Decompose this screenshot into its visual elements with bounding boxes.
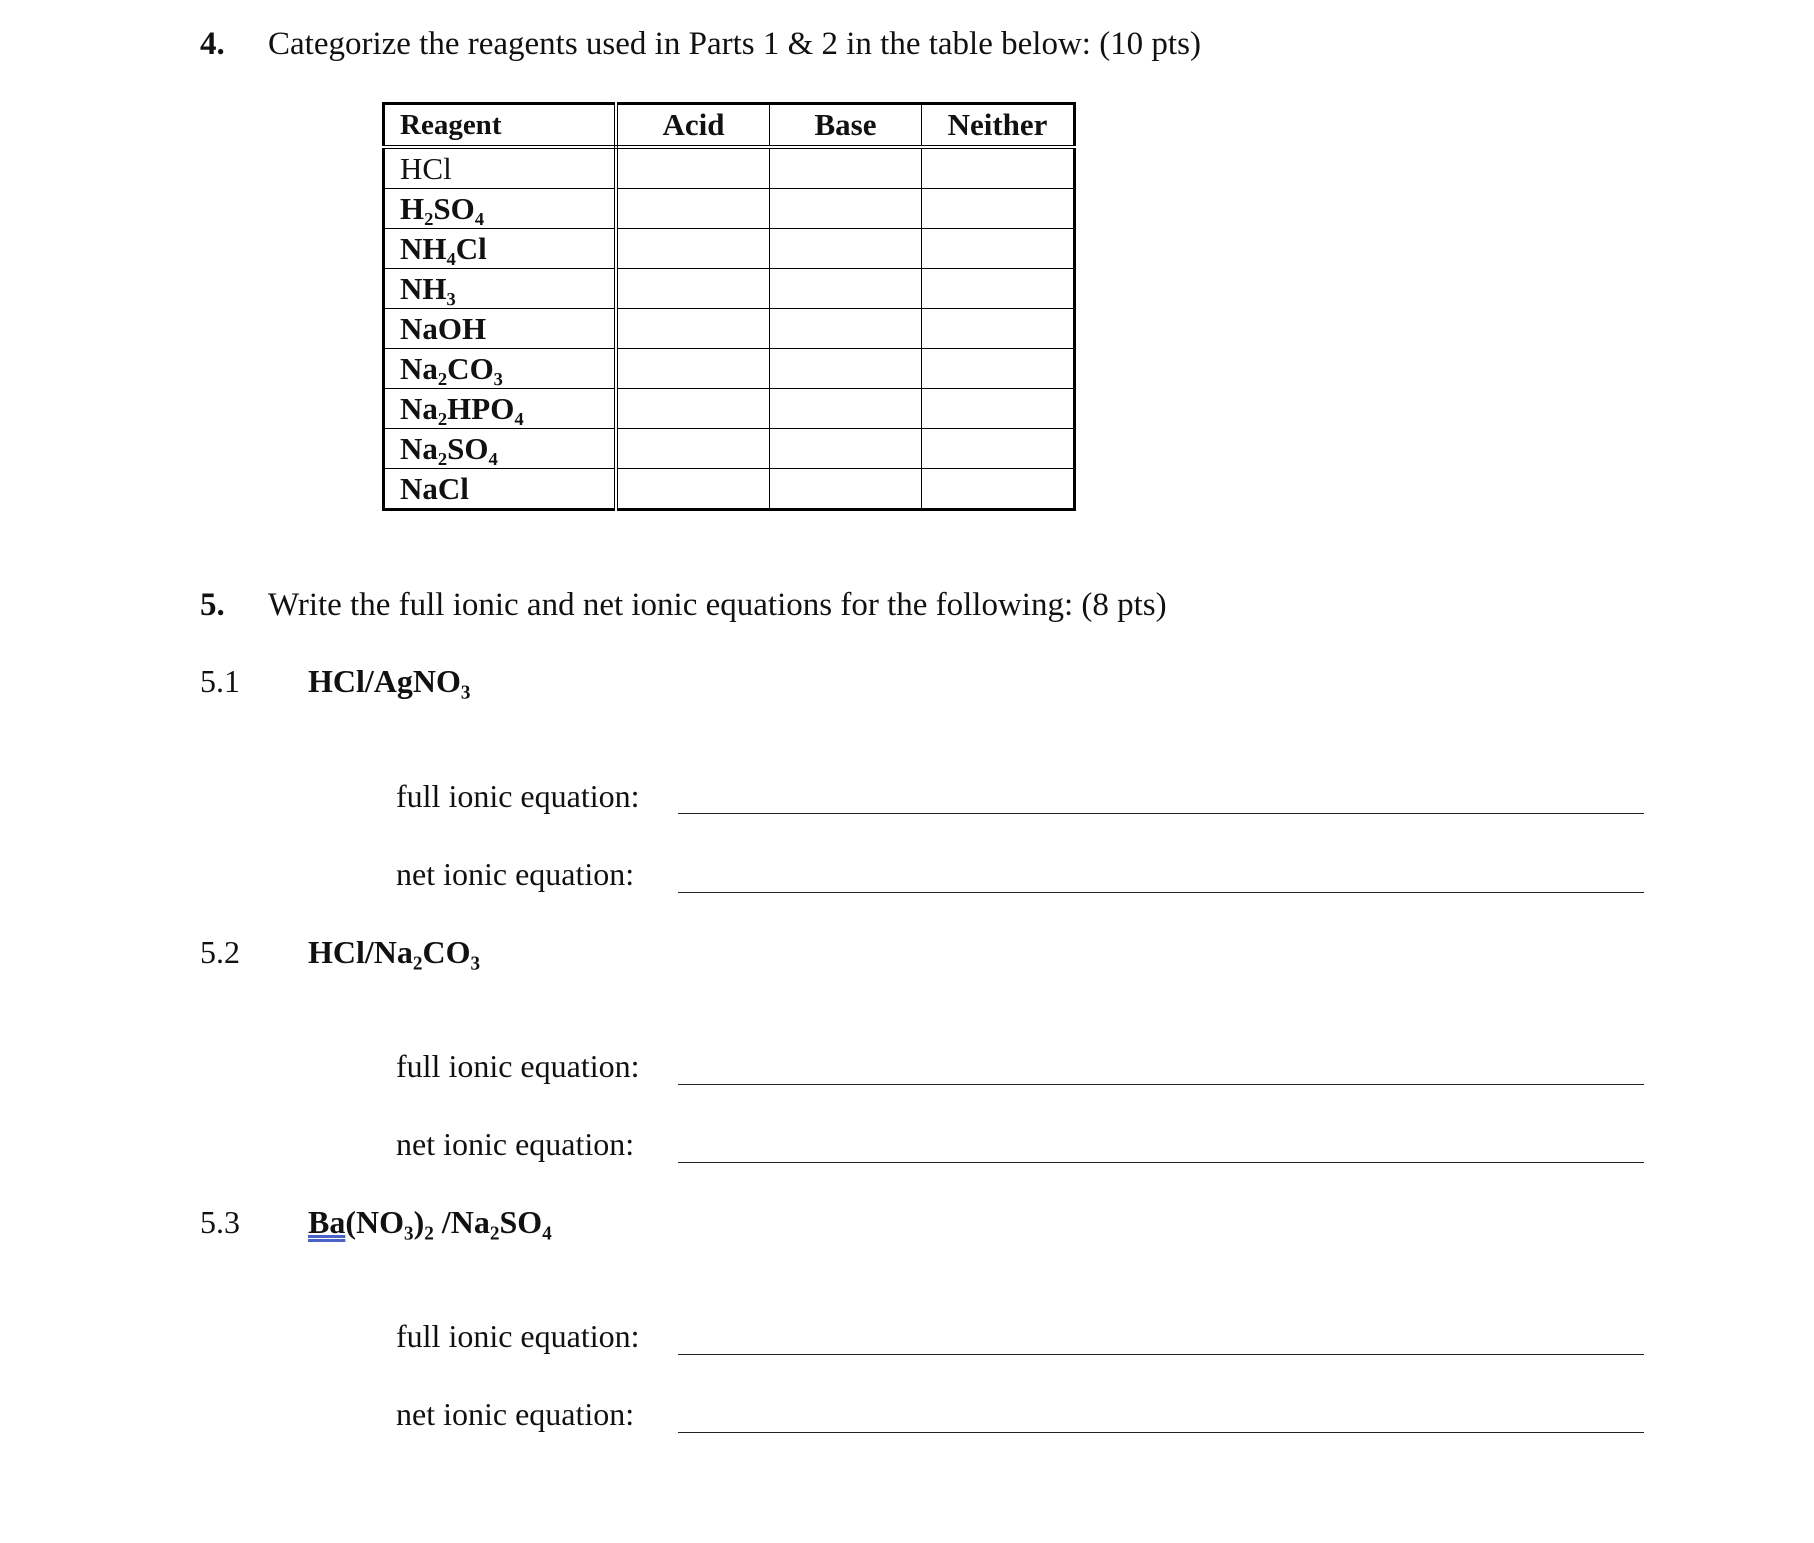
header-neither: Neither [922, 104, 1075, 148]
table-row [384, 269, 1075, 309]
base-cell[interactable] [770, 429, 922, 469]
acid-cell[interactable] [616, 229, 770, 269]
table-row [384, 469, 1075, 510]
table-row [384, 309, 1075, 349]
header-acid: Acid [616, 104, 770, 148]
reagent-cell: NH₄Cl [384, 229, 617, 269]
part-5-3-full-answer-line[interactable] [678, 1354, 1644, 1355]
part-5-2-full-label: full ionic equation: [396, 1048, 640, 1084]
question-5-number: 5. [200, 587, 225, 623]
part-5-1-reaction: HCl/AgNO₃ [308, 663, 471, 699]
neither-cell[interactable] [922, 189, 1075, 229]
part-5-3-net-label: net ionic equation: [396, 1396, 635, 1432]
reagent-table [382, 102, 1076, 511]
question-4-text: Categorize the reagents used in Parts 1 & 2 in the table below: (10 pts) [268, 26, 1201, 62]
neither-cell[interactable] [922, 429, 1075, 469]
acid-cell[interactable] [616, 469, 770, 510]
part-5-2-number: 5.2 [200, 934, 240, 970]
part-5-1-full-answer-line[interactable] [678, 813, 1644, 814]
part-5-1-net-label: net ionic equation: [396, 856, 635, 892]
reagent-cell: NaCl [384, 469, 617, 510]
header-reagent: Reagent [384, 104, 617, 148]
neither-cell[interactable] [922, 349, 1075, 389]
base-cell[interactable] [770, 389, 922, 429]
base-cell[interactable] [770, 309, 922, 349]
base-cell[interactable] [770, 349, 922, 389]
table-header-row [384, 104, 1075, 148]
acid-cell[interactable] [616, 309, 770, 349]
part-5-3-reaction-prefix: Ba [308, 1204, 346, 1240]
part-5-1-net-answer-line[interactable] [678, 892, 1644, 893]
reagent-cell: NaOH [384, 309, 617, 349]
table-row [384, 389, 1075, 429]
reagent-cell: HCl [384, 147, 617, 189]
neither-cell[interactable] [922, 309, 1075, 349]
neither-cell[interactable] [922, 269, 1075, 309]
reagent-cell: Na₂SO₄ [384, 429, 617, 469]
reagent-cell: Na₂HPO₄ [384, 389, 617, 429]
part-5-1-number: 5.1 [200, 663, 240, 699]
part-5-2-reaction: HCl/Na₂CO₃ [308, 934, 481, 970]
part-5-3-full-label: full ionic equation: [396, 1318, 640, 1354]
table-row [384, 349, 1075, 389]
reagent-cell: Na₂CO₃ [384, 349, 617, 389]
base-cell[interactable] [770, 147, 922, 189]
base-cell[interactable] [770, 229, 922, 269]
question-5-text: Write the full ionic and net ionic equations for the following: (8 pts) [268, 587, 1167, 623]
part-5-3-number: 5.3 [200, 1204, 240, 1240]
base-cell[interactable] [770, 189, 922, 229]
part-5-2-net-answer-line[interactable] [678, 1162, 1644, 1163]
part-5-2-net-label: net ionic equation: [396, 1126, 635, 1162]
part-5-1-full-label: full ionic equation: [396, 778, 640, 814]
acid-cell[interactable] [616, 389, 770, 429]
neither-cell[interactable] [922, 147, 1075, 189]
table-row [384, 147, 1075, 189]
part-5-3-reaction-wrapper [308, 1204, 552, 1241]
neither-cell[interactable] [922, 229, 1075, 269]
table-row [384, 429, 1075, 469]
base-cell[interactable] [770, 469, 922, 510]
base-cell[interactable] [770, 269, 922, 309]
acid-cell[interactable] [616, 429, 770, 469]
table-row [384, 229, 1075, 269]
part-5-3-reaction: (NO₃)₂ /Na₂SO₄ [345, 1204, 552, 1240]
acid-cell[interactable] [616, 189, 770, 229]
acid-cell[interactable] [616, 147, 770, 189]
table-row [384, 189, 1075, 229]
question-4-number: 4. [200, 26, 225, 62]
neither-cell[interactable] [922, 469, 1075, 510]
part-5-2-full-answer-line[interactable] [678, 1084, 1644, 1085]
reagent-cell: H₂SO₄ [384, 189, 617, 229]
neither-cell[interactable] [922, 389, 1075, 429]
reagent-cell: NH₃ [384, 269, 617, 309]
header-base: Base [770, 104, 922, 148]
acid-cell[interactable] [616, 269, 770, 309]
part-5-3-net-answer-line[interactable] [678, 1432, 1644, 1433]
acid-cell[interactable] [616, 349, 770, 389]
